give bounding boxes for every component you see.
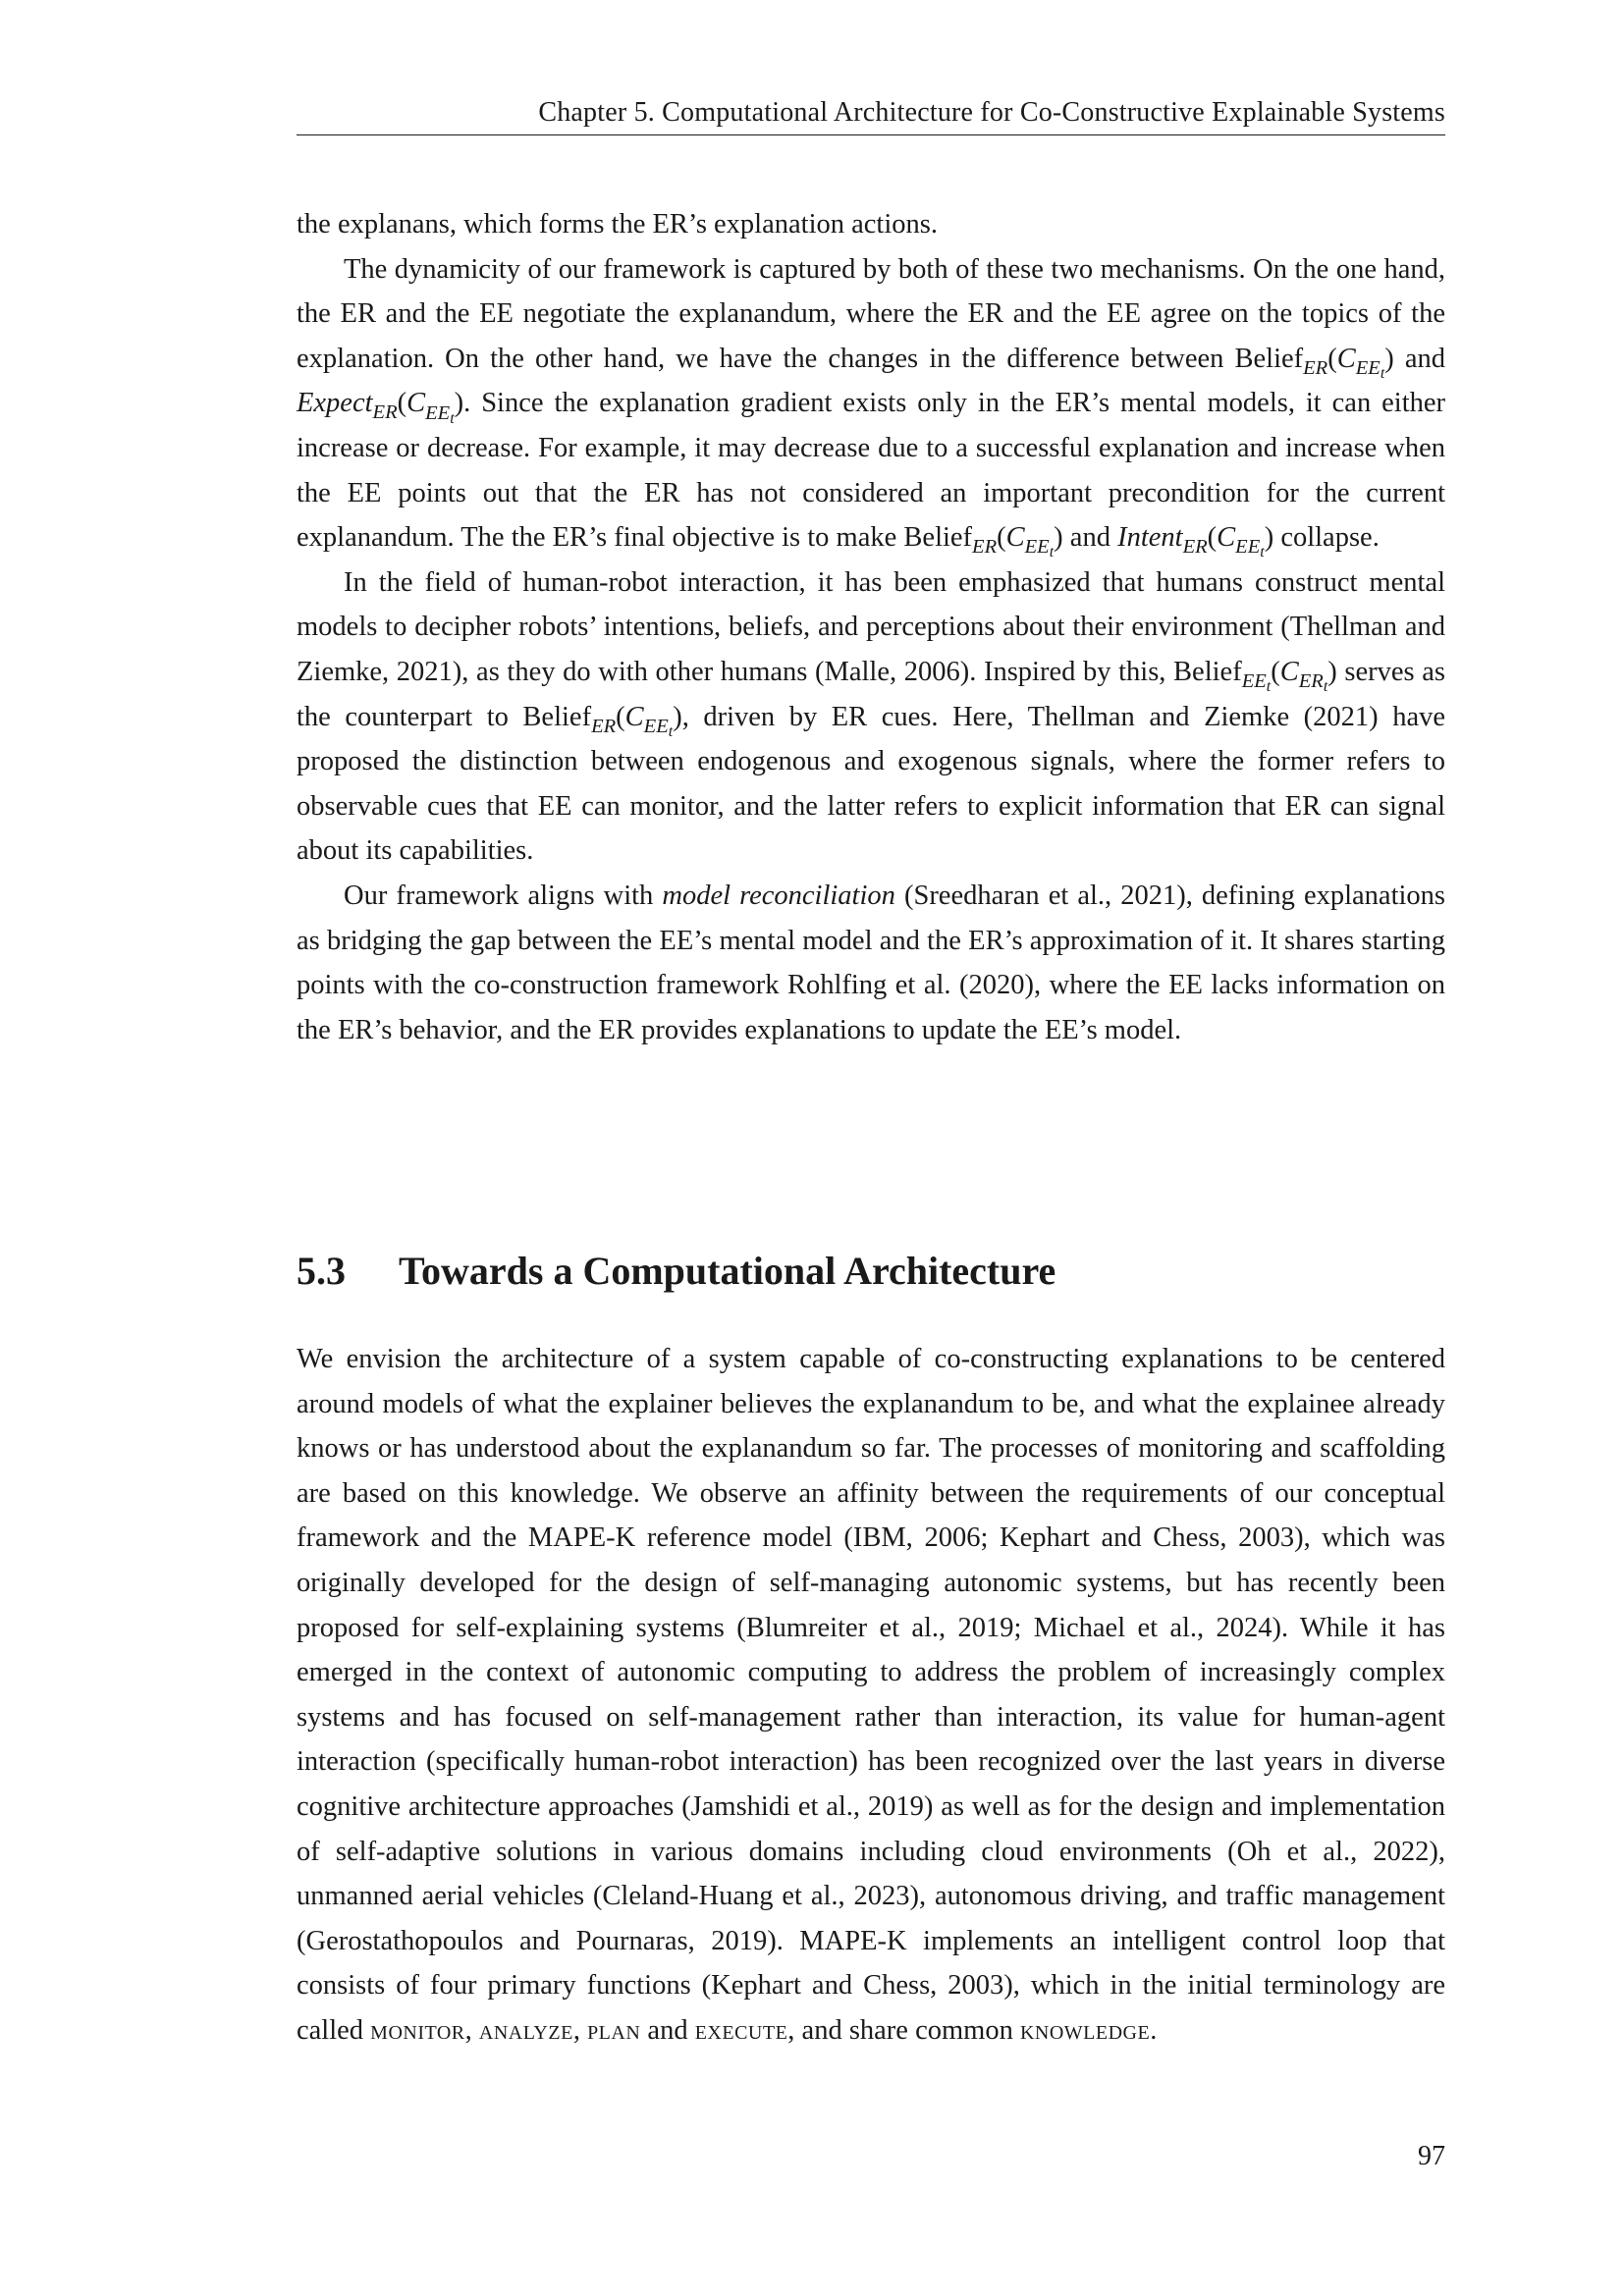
- page-number: 97: [1418, 2141, 1445, 2171]
- text-run: , and share common: [787, 2014, 1020, 2046]
- running-head: Chapter 5. Computational Architecture for Co-Constructive Explainable Systems: [538, 97, 1445, 128]
- term-analyze: analyze: [478, 2014, 573, 2046]
- section-heading: [297, 1247, 1445, 1296]
- paragraph-model-reconciliation: [297, 874, 1445, 1052]
- math-belief-eet-cer: $Belief_{EEt}(C_{ERt})$: [1173, 656, 1337, 696]
- math-intent-er-cee: $Intent_{ER}(C_{EEt})$: [1117, 522, 1274, 561]
- text-run: Our framework aligns with: [344, 880, 663, 911]
- body-text-top: [297, 202, 1445, 1052]
- section-number: 5.3: [297, 1249, 346, 1293]
- term-plan: plan: [587, 2014, 641, 2046]
- document-page: [297, 0, 1445, 2296]
- body-text-section: [297, 1337, 1445, 2054]
- term-execute: execute: [694, 2014, 788, 2046]
- paragraph-hri: [297, 561, 1445, 874]
- section-title: Towards a Computational Architecture: [399, 1249, 1056, 1293]
- text-run: (Sreedharan et al., 2021), defining explanations as bridging the gap between the EE’s mental model and the ER’s approximation of it. It shares starting points with the co-construction framework Rohlfing et al. (2020), where the EE lacks information on the ER’s behavior, and the ER provides explanations to update the EE’s model.: [297, 880, 1445, 1045]
- text-run: and: [1393, 343, 1446, 374]
- text-run: , driven by ER cues. Here, Thellman and Ziemke (2021) have proposed the distinction between endogenous and exogenous signals, where the former refers to observable cues that EE can monitor, and the latter refers to explicit information that ER can signal about its capabilities.: [297, 701, 1445, 867]
- text-run: and: [1062, 522, 1118, 554]
- paragraph-dynamicity: [297, 247, 1445, 561]
- math-expect-er-cee: $Expect_{ER}(C_{EEt})$: [297, 388, 464, 427]
- term-monitor: monitor: [370, 2014, 465, 2046]
- text-run: We envision the architecture of a system capable of co-constructing explanations to be centered around models of what the explainer believes the explanandum to be, and what the explainee already knows or has understood about the explanandum so far. The processes of monitoring and scaffolding are based on this knowledge. We observe an affinity between the requirements of our conceptual framework and the MAPE-K reference model (IBM, 2006; Kephart and Chess, 2003), which was originally developed for the design of self-managing autonomic systems, but has recently been proposed for self-explaining systems (Blumreiter et al., 2019; Michael et al., 2024). While it has emerged in the context of autonomic computing to address the problem of increasingly complex systems and has focused on self-management rather than interaction, its value for human-agent interaction (specifically human-robot interaction) has been recognized over the last years in diverse cognitive architecture approaches (Jamshidi et al., 2019) as well as for the design and implementation of self-adaptive solutions in various domains including cloud environments (Oh et al., 2022), unmanned aerial vehicles (Cleland-Huang et al., 2023), autonomous driving, and traffic management (Gerostathopoulos and Pournaras, 2019). MAPE-K implements an intelligent control loop that consists of four primary functions (Kephart and Chess, 2003), which in the initial terminology are called: [297, 1344, 1445, 2046]
- math-belief-er-cee-3: $Belief_{ER}(C_{EEt})$: [522, 701, 682, 740]
- text-run: serves as the counterpart to: [297, 656, 1445, 732]
- term-knowledge: knowledge: [1019, 2014, 1151, 2046]
- header-rule: [297, 134, 1445, 135]
- math-belief-er-cee-2: $Belief_{ER}(C_{EEt})$: [903, 522, 1063, 561]
- text-run: The dynamicity of our framework is captured by both of these two mechanisms. On the one hand, the ER and the EE negotiate the explanandum, where the ER and the EE agree on the topics of the explanation. On the other hand, we have the changes in the difference between: [297, 253, 1445, 374]
- math-belief-er-cee: $Belief_{ER}(C_{EEt})$: [1234, 343, 1394, 382]
- paragraph-mape-k: We envision the architecture of a system capable of co-constructing explanations to be centered around models of what the explainer believes the explanandum to be, and what the explainee already knows or has understood about the explanandum so far. The processes of monitoring and scaffolding are based on this knowledge. We observe an affinity between the requirements of our conceptual framework and the MAPE-K reference model (IBM, 2006; Kephart and Chess, 2003), which was originally developed for the design of self-managing autonomic systems, but has recently been proposed for self-explaining systems (Blumreiter et al., 2019; Michael et al., 2024). While it has emerged in the context of autonomic computing to address the problem of increasingly complex systems and has focused on self-management rather than interaction, its value for human-agent interaction (specifically human-robot interaction) has been recognized over the last years in diverse cognitive architecture approaches (Jamshidi et al., 2019) as well as for the design and implementation of self-adaptive solutions in various domains including cloud environments (Oh et al., 2022), unmanned aerial vehicles (Cleland-Huang et al., 2023), autonomous driving, and traffic management (Gerostathopoulos and Pournaras, 2019). MAPE-K implements an intelligent control loop that consists of four primary functions (Kephart and Chess, 2003), which in the initial terminology are called monitor, analyze, plan and execute, and share common knowledge.: [297, 1344, 1445, 2046]
- paragraph-continuation: the explanans, which forms the ER’s explanation actions.: [297, 209, 938, 240]
- text-run: collapse.: [1273, 522, 1380, 554]
- emphasis: model reconciliation: [662, 880, 895, 911]
- text-run: . Since the explanation gradient exists only in the ER’s mental models, it can either increase or decrease. For example, it may decrease due to a successful explanation and increase when the EE points out that the ER has not considered an important precondition for the current explanandum. The the ER’s final objective is to make: [297, 388, 1445, 554]
- text-run: In the field of human-robot interaction, it has been emphasized that humans construct mental models to decipher robots’ intentions, beliefs, and perceptions about their environment (Thellman and Ziemke, 2021), as they do with other humans (Malle, 2006). Inspired by this,: [297, 566, 1445, 687]
